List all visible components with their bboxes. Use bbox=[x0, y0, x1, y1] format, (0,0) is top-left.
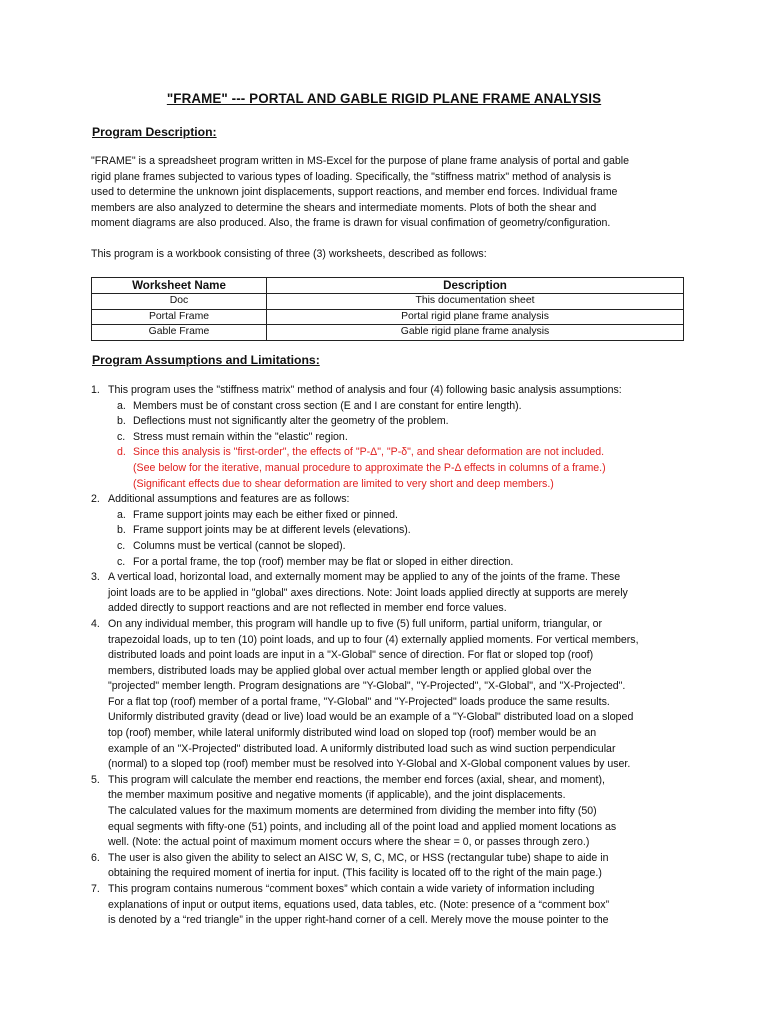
worksheet-description-cell: This documentation sheet bbox=[267, 294, 684, 310]
item-continuation: joint loads are to be applied in "global" axes directions. Note: Joint loads applied directly at supports are merely bbox=[108, 586, 628, 599]
item-continuation: explanations of input or output items, equations used, data tables, etc. (Note: presence of a “comment box” bbox=[108, 898, 610, 911]
list-item bbox=[91, 383, 691, 399]
description-line: moment diagrams are also produced. Also, the frame is drawn for visual confimation of geometry/configuration. bbox=[91, 217, 611, 230]
sub-text: Frame support joints may each be either fixed or pinned. bbox=[133, 508, 398, 521]
item-continuation: Uniformly distributed gravity (dead or live) load would be an example of a "Y-Global" distributed load on a sloped bbox=[108, 711, 634, 724]
sub-letter: a. bbox=[117, 508, 126, 521]
workbook-paragraph bbox=[91, 247, 691, 263]
description-line: used to determine the unknown joint displacements, support reactions, and member end forces. Individual frame bbox=[91, 186, 618, 199]
table-row bbox=[92, 309, 684, 325]
item-continuation: equal segments with fifty-one (51) points, and including all of the point load and applied moment locations as bbox=[108, 820, 617, 833]
sub-text: Columns must be vertical (cannot be sloped). bbox=[133, 539, 346, 552]
item-continuation: trapezoidal loads, up to ten (10) point loads, and up to four (4) externally applied moments. For vertical members, bbox=[108, 633, 639, 646]
item-text: The user is also given the ability to select an AISC W, S, C, MC, or HSS (rectangular tube) shape to aide in bbox=[108, 851, 609, 864]
item-text: On any individual member, this program will handle up to five (5) full uniform, partial uniform, triangular, or bbox=[108, 617, 603, 630]
item-number: 2. bbox=[91, 493, 100, 506]
note-line: (Significant effects due to shear deformation are limited to very short and deep members.) bbox=[133, 477, 554, 490]
item-number: 3. bbox=[91, 571, 100, 584]
item-continuation: example of an "X-Projected" distributed load. A uniformly distributed load such as wind suction perpendicular bbox=[108, 742, 616, 755]
column-header-description: Description bbox=[267, 278, 684, 294]
item-number: 5. bbox=[91, 773, 100, 786]
item-number: 4. bbox=[91, 617, 100, 630]
table-row bbox=[92, 325, 684, 341]
item-continuation: is denoted by a “red triangle” in the upper right-hand corner of a cell. Merely move the mouse pointer to the bbox=[108, 914, 609, 927]
description-paragraph bbox=[91, 154, 691, 232]
item-continuation: well. (Note: the actual point of maximum moment occurs where the shear = 0, or passes through zero.) bbox=[108, 836, 590, 849]
assumptions-heading: Program Assumptions and Limitations: bbox=[92, 353, 320, 367]
sub-item bbox=[91, 414, 691, 430]
sub-letter: a. bbox=[117, 399, 126, 412]
note-line: (See below for the iterative, manual procedure to approximate the P-Δ effects in columns of a frame.) bbox=[133, 461, 606, 474]
sub-text: Since this analysis is "first-order", the effects of "P-Δ", "P-δ", and shear deformation are not included. bbox=[133, 446, 605, 459]
description-line: "FRAME" is a spreadsheet program written in MS-Excel for the purpose of plane frame analysis of portal and gable bbox=[91, 155, 630, 167]
list-item bbox=[91, 570, 691, 586]
item-number: 1. bbox=[91, 384, 100, 396]
item-continuation: obtaining the required moment of inertia for input. (This facility is located off to the right of the main page.) bbox=[108, 867, 602, 880]
worksheet-description-cell: Portal rigid plane frame analysis bbox=[267, 309, 684, 325]
sub-letter: d. bbox=[117, 446, 126, 459]
page-title: "FRAME" --- PORTAL AND GABLE RIGID PLANE FRAME ANALYSIS bbox=[166, 91, 602, 106]
sub-text: Members must be of constant cross section (E and I are constant for entire length). bbox=[133, 399, 522, 412]
sub-letter: c. bbox=[117, 539, 126, 552]
worksheet-description-cell: Gable rigid plane frame analysis bbox=[267, 325, 684, 341]
sub-text: Deflections must not significantly alter the geometry of the problem. bbox=[133, 415, 449, 428]
sub-letter: c. bbox=[117, 555, 126, 568]
list-item bbox=[91, 882, 691, 898]
item-text: Additional assumptions and features are as follows: bbox=[108, 493, 350, 506]
sub-text: Stress must remain within the "elastic" region. bbox=[133, 430, 348, 443]
item-continuation: added directly to support reactions and are not reflected in member end force values. bbox=[108, 602, 507, 615]
sub-item bbox=[91, 555, 691, 571]
item-continuation: distributed loads and point loads are input in a "X-Global" sence of direction. For flat or sloped top (roof) bbox=[108, 649, 594, 662]
sub-text: For a portal frame, the top (roof) member may be flat or sloped in either direction. bbox=[133, 555, 514, 568]
item-continuation: top (roof) member, while lateral uniformly distributed wind load on sloped top (roof) member would be an bbox=[108, 727, 597, 740]
item-text: A vertical load, horizontal load, and externally moment may be applied to any of the joints of the frame. These bbox=[108, 571, 621, 584]
list-item bbox=[91, 773, 691, 789]
description-heading: Program Description: bbox=[92, 125, 217, 139]
worksheet-name-cell: Gable Frame bbox=[92, 325, 267, 341]
worksheet-name-cell: Portal Frame bbox=[92, 309, 267, 325]
item-text: This program contains numerous “comment boxes” which contain a wide variety of information including bbox=[108, 883, 595, 895]
sub-item bbox=[91, 399, 691, 415]
column-header-name: Worksheet Name bbox=[92, 278, 267, 294]
sub-text: Frame support joints may be at different levels (elevations). bbox=[133, 524, 411, 537]
worksheet-table bbox=[91, 277, 684, 341]
item-continuation: (normal) to a sloped top (roof) member must be resolved into Y-Global and X-Global component values by user. bbox=[108, 758, 631, 771]
list-item bbox=[91, 492, 691, 508]
workbook-line: This program is a workbook consisting of three (3) worksheets, described as follows: bbox=[91, 248, 487, 260]
sub-item bbox=[91, 539, 691, 555]
sub-item bbox=[91, 508, 691, 524]
table-header-row bbox=[92, 278, 684, 294]
worksheet-name-cell: Doc bbox=[92, 294, 267, 310]
item-continuation: The calculated values for the maximum moments are determined from dividing the member into fifty (50) bbox=[108, 805, 597, 818]
item-continuation: "projected" member length. Program designations are "Y-Global", "Y-Projected", "X-Global", and "X-Projected". bbox=[108, 680, 626, 693]
item-number: 6. bbox=[91, 851, 100, 864]
item-continuation: members, distributed loads may be applied global over actual member length or applied global over the bbox=[108, 664, 592, 677]
sub-letter: c. bbox=[117, 430, 126, 443]
item-continuation: the member maximum positive and negative moments (if applicable), and the joint displacements. bbox=[108, 789, 566, 802]
sub-item bbox=[91, 445, 691, 461]
item-continuation: For a flat top (roof) member of a portal frame, "Y-Global" and "Y-Projected" loads produce the same results. bbox=[108, 695, 610, 708]
table-row bbox=[92, 294, 684, 310]
item-number: 7. bbox=[91, 883, 100, 895]
list-item bbox=[91, 617, 691, 633]
item-text: This program will calculate the member end reactions, the member end forces (axial, shear, and moment), bbox=[108, 773, 605, 786]
sub-item bbox=[91, 430, 691, 446]
sub-letter: b. bbox=[117, 524, 126, 537]
description-line: members are also analyzed to determine the shears and intermediate moments. Plots of both the shear and bbox=[91, 201, 597, 214]
assumptions-list bbox=[91, 383, 691, 929]
list-item bbox=[91, 851, 691, 867]
sub-item bbox=[91, 523, 691, 539]
description-line: rigid plane frames subjected to various types of loading. Specifically, the "stiffness matrix" method of analysis is bbox=[91, 170, 611, 183]
sub-letter: b. bbox=[117, 415, 126, 428]
item-text: This program uses the "stiffness matrix" method of analysis and four (4) following basic analysis assumptions: bbox=[108, 384, 622, 396]
